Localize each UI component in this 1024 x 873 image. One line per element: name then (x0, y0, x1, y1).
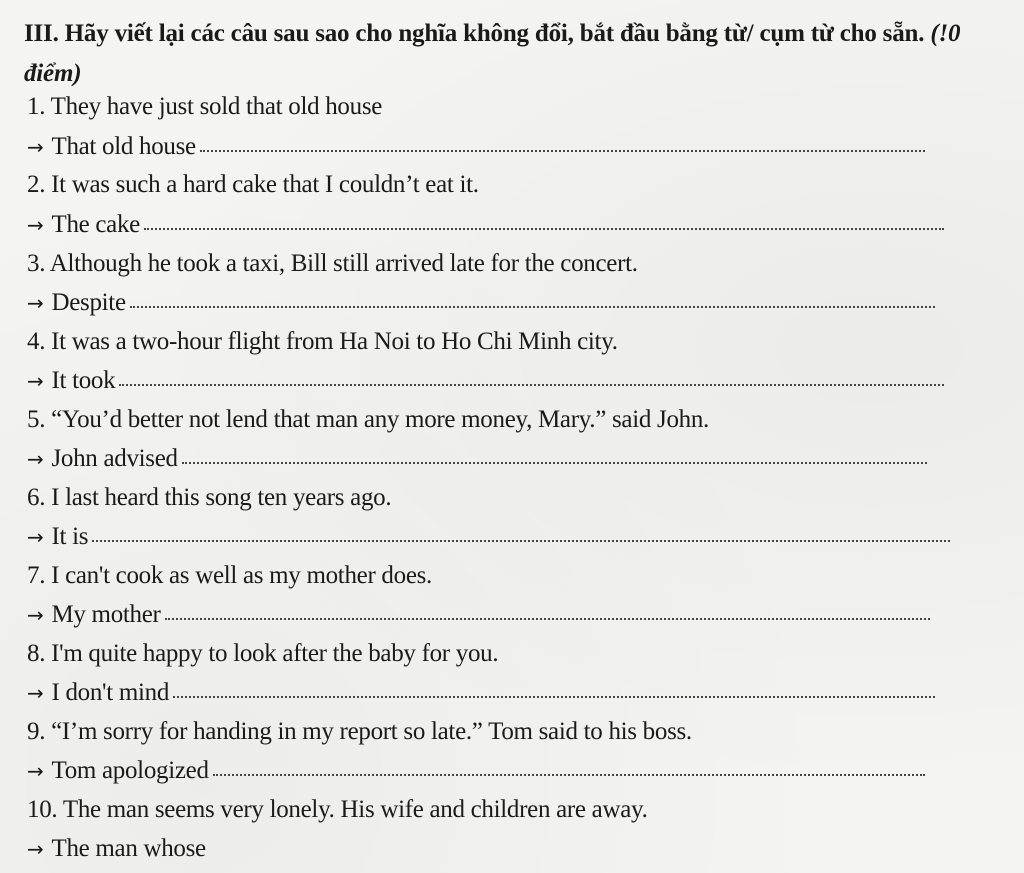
answer-blank[interactable] (213, 772, 925, 776)
question-6-answer-line (27, 521, 950, 553)
question-7-prompt: My mother (51, 601, 161, 628)
arrow-icon: → (27, 837, 44, 861)
question-8-prompt: I don't mind (51, 679, 170, 706)
question-10-prompt: The man whose (51, 835, 206, 862)
question-3-sentence: 3. Although he took a taxi, Bill still arrived late for the concert. (27, 250, 638, 277)
answer-blank[interactable] (130, 304, 935, 308)
exercise-points: (!0 điểm) (24, 20, 961, 87)
question-5-answer-line (27, 443, 927, 475)
question-2-answer-line (27, 209, 944, 241)
question-2-prompt: The cake (51, 211, 140, 238)
question-1-prompt: That old house (51, 133, 196, 160)
question-1-sentence: 1. They have just sold that old house (27, 93, 383, 120)
question-4-answer-line (27, 365, 944, 397)
exercise-title: III. Hãy viết lại các câu sau sao cho nghĩa không đổi, bắt đầu bằng từ/ cụm từ cho sẵn. (24, 20, 925, 47)
question-9-sentence: 9. “I’m sorry for handing in my report so late.” Tom said to his boss. (27, 718, 692, 745)
answer-blank[interactable] (173, 694, 935, 698)
question-9-answer-line (27, 755, 925, 787)
question-2-sentence: 2. It was such a hard cake that I couldn’t eat it. (27, 171, 479, 198)
answer-blank[interactable] (165, 616, 930, 620)
answer-blank[interactable] (200, 148, 925, 152)
question-6-prompt: It is (51, 523, 89, 550)
question-7-sentence: 7. I can't cook as well as my mother does. (27, 562, 432, 589)
question-5-prompt: John advised (51, 445, 178, 472)
question-4-sentence: 4. It was a two-hour flight from Ha Noi to Ho Chi Minh city. (27, 328, 618, 355)
arrow-icon: → (27, 447, 44, 471)
arrow-icon: → (27, 369, 44, 393)
answer-blank[interactable] (182, 460, 927, 464)
question-10-sentence: 10. The man seems very lonely. His wife and children are away. (27, 796, 648, 823)
question-7-answer-line (27, 599, 930, 631)
exercise-heading (24, 14, 1009, 94)
question-5-sentence: 5. “You’d better not lend that man any more money, Mary.” said John. (27, 406, 710, 433)
arrow-icon: → (27, 135, 44, 159)
answer-blank[interactable] (92, 538, 950, 542)
arrow-icon: → (27, 759, 44, 783)
answer-blank[interactable] (144, 226, 944, 230)
question-1-answer-line (27, 131, 925, 163)
arrow-icon: → (27, 525, 44, 549)
arrow-icon: → (27, 213, 44, 237)
question-6-sentence: 6. I last heard this song ten years ago. (27, 484, 392, 511)
question-3-answer-line (27, 287, 935, 319)
arrow-icon: → (27, 291, 44, 315)
question-4-prompt: It took (51, 367, 116, 394)
question-8-sentence: 8. I'm quite happy to look after the baby for you. (27, 640, 499, 667)
arrow-icon: → (27, 603, 44, 627)
question-9-prompt: Tom apologized (51, 757, 209, 784)
question-3-prompt: Despite (51, 289, 126, 316)
question-10-answer-line (27, 833, 206, 865)
question-8-answer-line (27, 677, 935, 709)
answer-blank[interactable] (119, 382, 944, 386)
arrow-icon: → (27, 681, 44, 705)
